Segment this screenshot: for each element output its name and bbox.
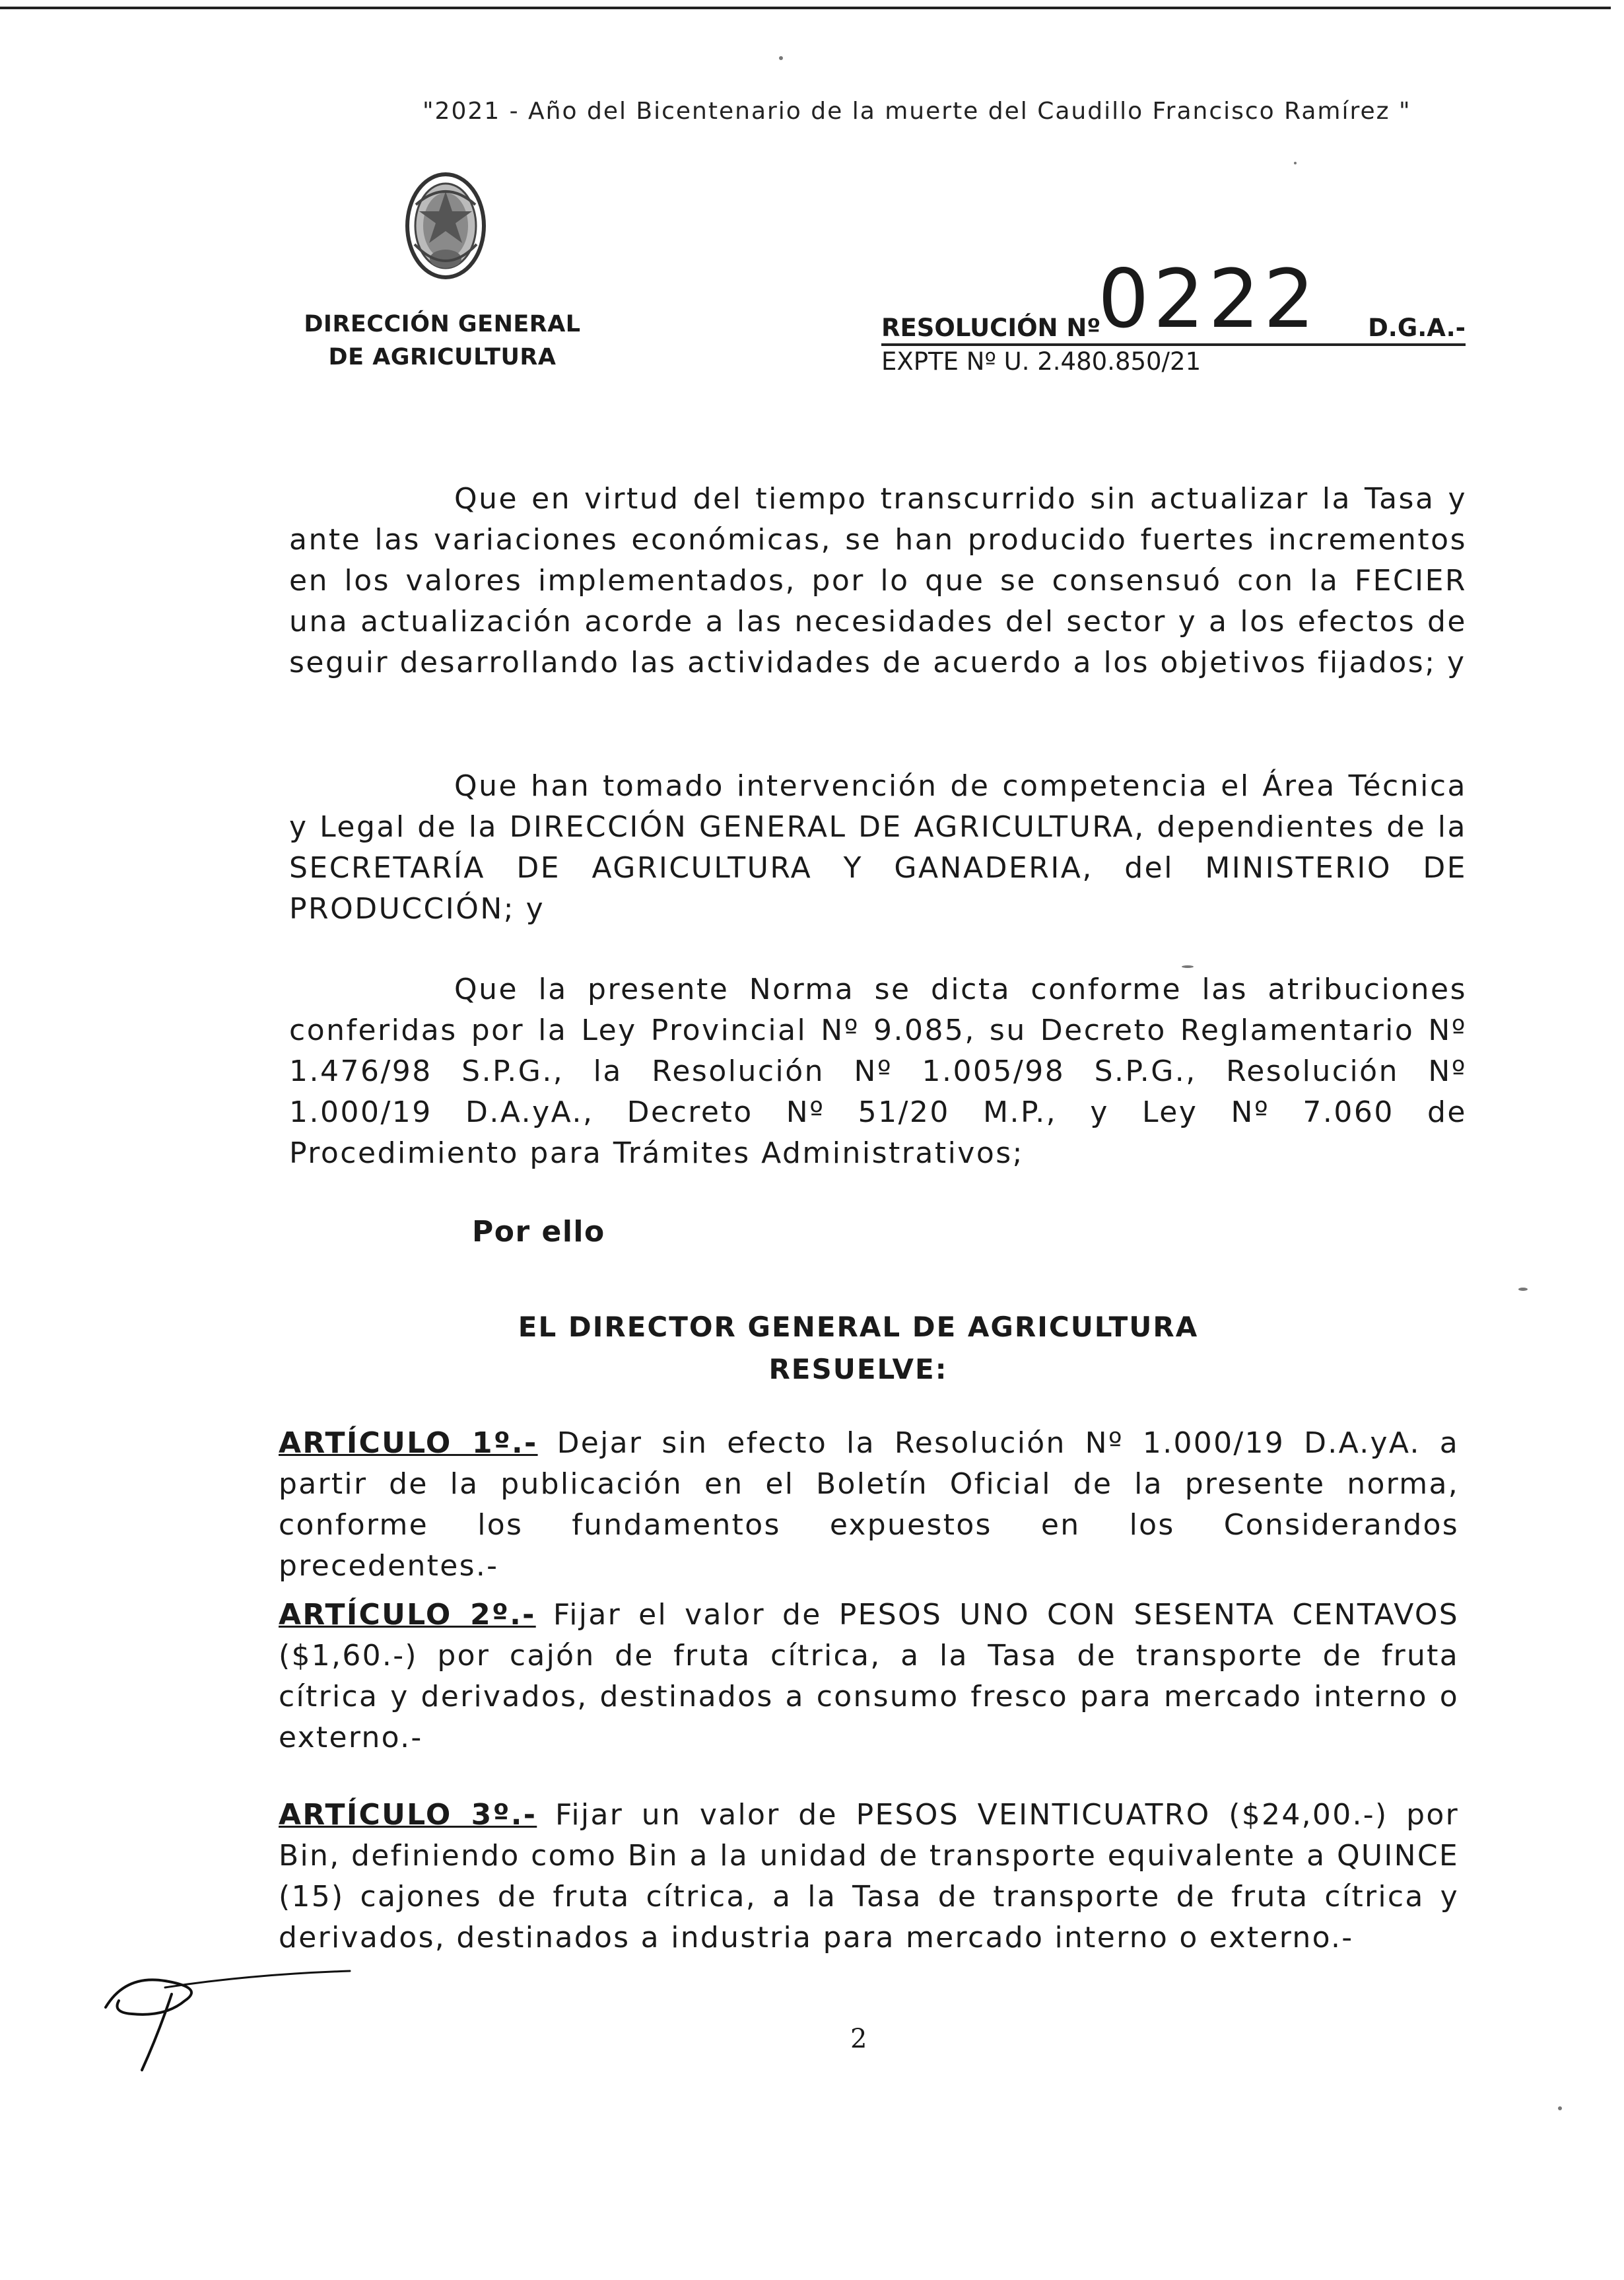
scan-speck — [1294, 162, 1297, 164]
considerando-text: Que han tomado intervención de competencia el Área Técnica y Legal de la DIRECCIÓN GENERAL DE AGRICULTURA, dependientes de la SECRETARÍA DE AGRICULTURA Y GANADERIA, del MINISTERIO DE PRODUCCIÓN; y — [289, 769, 1467, 926]
considerando-paragraph — [289, 766, 1467, 930]
considerando-paragraph — [289, 479, 1467, 683]
article-label: ARTÍCULO 3º.- — [279, 1798, 537, 1832]
article-1 — [279, 1423, 1459, 1587]
considerando-text: Que en virtud del tiempo transcurrido sin actualizar la Tasa y ante las variaciones económicas, se han producido fuertes incrementos en los valores implementados, por lo que se consensuó con la FECIER una actualización acorde a las necesidades del sector y a los efectos de seguir desarrollando las actividades de acuerdo a los objetivos fijados; y — [289, 482, 1467, 679]
page-number: 2 — [850, 2024, 867, 2054]
article-text: Fijar el valor de PESOS UNO CON SESENTA CENTAVOS ($1,60.-) por cajón de fruta cítrica, a la Tasa de transporte de fruta cítrica y derivados, destinados a consumo fresco para mercado interno o externo.- — [279, 1598, 1459, 1754]
article-3 — [279, 1795, 1459, 1958]
scan-speck — [1182, 965, 1194, 968]
expediente-number: EXPTE Nº U. 2.480.850/21 — [881, 347, 1201, 376]
considerando-text: Que la presente Norma se dicta conforme las atribuciones conferidas por la Ley Provincial Nº 9.085, su Decreto Reglamentario Nº 1.476/98 S.P.G., la Resolución Nº 1.005/98 S.P.G., Resolución Nº 1.000/19 D.A.yA., Decreto Nº 51/20 M.P., y Ley Nº 7.060 de Procedimiento para Trámites Administrativos; — [289, 973, 1467, 1170]
resolution-number: 0222 — [1098, 252, 1319, 346]
resolution-underline — [881, 244, 1466, 346]
resolving-authority — [462, 1306, 1254, 1391]
article-2 — [279, 1595, 1459, 1758]
considerando-paragraph — [289, 969, 1467, 1174]
provincial-seal-logo — [396, 165, 495, 284]
issuing-agency — [290, 308, 594, 374]
article-text: Dejar sin efecto la Resolución Nº 1.000/19 D.A.yA. a partir de la publicación en el Boletín Oficial de la presente norma, conforme los fundamentos expuestos en los Considerandos precedentes.- — [279, 1426, 1460, 1583]
top-border-line — [0, 7, 1611, 9]
article-label: ARTÍCULO 1º.- — [279, 1426, 538, 1460]
article-text: Fijar un valor de PESOS VEINTICUATRO ($24,00.-) por Bin, definiendo como Bin a la unidad de transporte equivalente a QUINCE (15) cajones de fruta cítrica, a la Tasa de transporte de fruta cítrica y derivados, destinados a industria para mercado interno o externo.- — [279, 1798, 1459, 1954]
scan-speck — [1558, 2106, 1562, 2110]
agency-line-2: DE AGRICULTURA — [328, 344, 557, 370]
scan-speck — [1518, 1288, 1528, 1291]
agency-line-1: DIRECCIÓN GENERAL — [304, 311, 581, 337]
resolution-label: RESOLUCIÓN Nº — [881, 314, 1101, 342]
director-title: EL DIRECTOR GENERAL DE AGRICULTURA — [518, 1311, 1199, 1343]
resuelve-heading: RESUELVE: — [768, 1353, 948, 1385]
scan-speck — [779, 56, 783, 60]
resolution-suffix: D.G.A.- — [1368, 314, 1466, 342]
por-ello-heading: Por ello — [472, 1215, 605, 1249]
article-label: ARTÍCULO 2º.- — [279, 1598, 536, 1632]
header-motto: "2021 - Año del Bicentenario de la muerte del Caudillo Francisco Ramírez " — [423, 98, 1411, 125]
handwritten-signature — [86, 1954, 363, 2080]
